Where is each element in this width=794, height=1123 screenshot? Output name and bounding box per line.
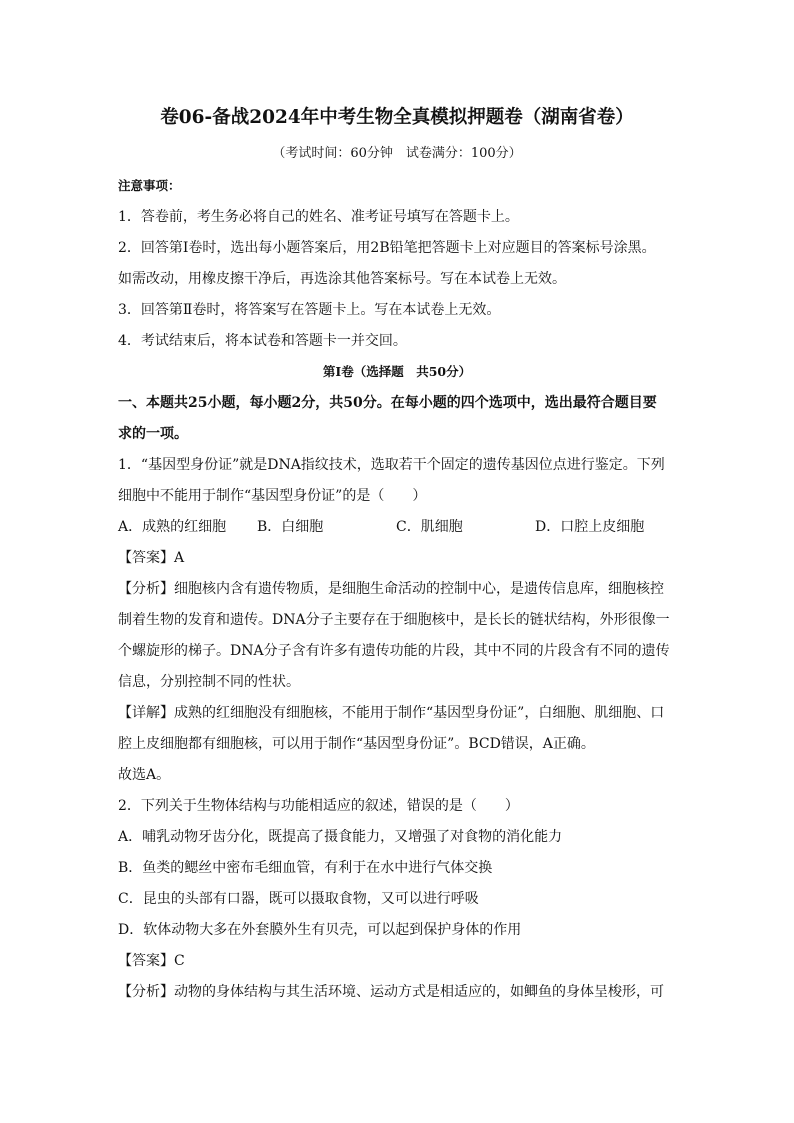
analysis-text: 制着生物的发育和遗传。DNA分子主要存在于细胞核中，是长长的链状结构，外形很像一 (118, 612, 670, 628)
analysis-text: 【分析】细胞核内含有遗传物质，是细胞生命活动的控制中心，是遗传信息库，细胞核控 (118, 581, 664, 597)
analysis-text: 信息，分别控制不同的性状。 (118, 674, 300, 690)
option-b: B．白细胞 (257, 519, 324, 535)
page-title: 卷06-备战2024年中考生物全真模拟押题卷（湖南省卷） (160, 107, 634, 128)
question-stem: 细胞中不能用于制作“基因型身份证”的是（ ） (118, 488, 427, 504)
analysis-text: 【分析】动物的身体结构与其生活环境、运动方式是相适应的，如鲫鱼的身体呈梭形，可 (118, 984, 664, 1000)
notice-heading: 注意事项： (118, 178, 181, 193)
option-c: C．肌细胞 (396, 519, 463, 535)
question-stem: 2．下列关于生物体结构与功能相适应的叙述，错误的是（ ） (118, 798, 519, 814)
question-stem: 1．“基因型身份证”就是DNA指纹技术，选取若干个固定的遗传基因位点进行鉴定。下列 (118, 457, 665, 473)
option-a: A．哺乳动物牙齿分化，既提高了摄食能力，又增强了对食物的消化能力 (118, 829, 563, 845)
analysis-text: 个螺旋形的梯子。DNA分子含有许多有遗传功能的片段，其中不同的片段含有不同的遗传 (118, 643, 670, 659)
notice-item: 4．考试结束后，将本试卷和答题卡一并交回。 (118, 333, 407, 349)
notice-item: 3．回答第Ⅱ卷时，将答案写在答题卡上。写在本试卷上无效。 (118, 302, 501, 318)
option-a: A．成熟的红细胞 (118, 519, 227, 535)
option-d: D．口腔上皮细胞 (535, 519, 645, 535)
option-d: D．软体动物大多在外套膜外生有贝壳，可以起到保护身体的作用 (118, 922, 522, 938)
notice-item: 2．回答第Ⅰ卷时，选出每小题答案后，用2B铅笔把答题卡上对应题目的答案标号涂黑。 (118, 240, 656, 256)
detail-text: 腔上皮细胞都有细胞核，可以用于制作“基因型身份证”。BCD错误，A正确。 (118, 736, 595, 752)
section-instruction: 一、本题共25小题，每小题2分，共50分。在每小题的四个选项中，选出最符合题目要 (118, 395, 657, 411)
question-options (118, 517, 678, 537)
detail-text: 【详解】成熟的红细胞没有细胞核，不能用于制作“基因型身份证”，白细胞、肌细胞、口 (118, 705, 665, 721)
notice-item: 1．答卷前，考生务必将自己的姓名、准考证号填写在答题卡上。 (118, 209, 519, 225)
option-c: C．昆虫的头部有口器，既可以摄取食物，又可以进行呼吸 (118, 891, 479, 907)
option-b: B．鱼类的鳃丝中密布毛细血管，有利于在水中进行气体交换 (118, 860, 493, 876)
answer-label: 【答案】A (118, 550, 185, 566)
conclusion-text: 故选A。 (118, 767, 171, 783)
section-instruction: 求的一项。 (118, 426, 188, 442)
answer-label: 【答案】C (118, 953, 185, 969)
section-heading: 第Ⅰ卷（选择题 共50分） (322, 364, 472, 379)
exam-info: （考试时间：60分钟 试卷满分：100分） (272, 146, 522, 161)
notice-item: 如需改动，用橡皮擦干净后，再选涂其他答案标号。写在本试卷上无效。 (118, 271, 566, 287)
